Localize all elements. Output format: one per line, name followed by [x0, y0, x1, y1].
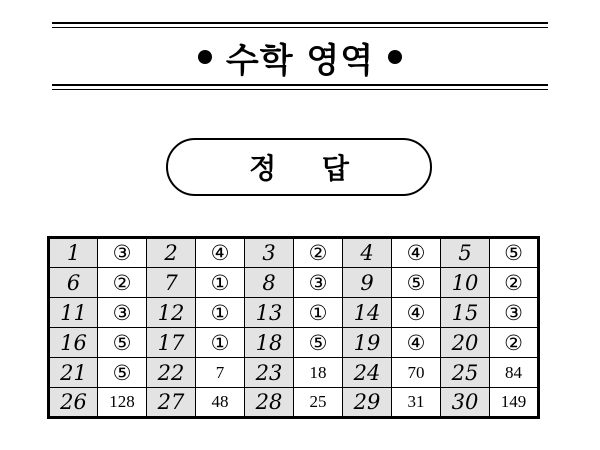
bullet-left-icon — [198, 50, 212, 64]
answer-value: ② — [98, 268, 147, 298]
answer-value: ③ — [98, 298, 147, 328]
answer-value: ⑤ — [98, 328, 147, 358]
header-rule-bottom — [52, 84, 548, 90]
question-number: 19 — [343, 328, 392, 358]
question-number: 10 — [441, 268, 490, 298]
answer-value: ⑤ — [392, 268, 441, 298]
table-row — [49, 238, 539, 268]
question-number: 3 — [245, 238, 294, 268]
question-number: 28 — [245, 388, 294, 418]
section-title-text: 수학 영역 — [225, 40, 375, 81]
answer-value: ④ — [196, 238, 245, 268]
question-number: 18 — [245, 328, 294, 358]
answer-value: ① — [196, 328, 245, 358]
answer-label-box — [166, 138, 432, 196]
question-number: 24 — [343, 358, 392, 388]
answer-value: ① — [196, 298, 245, 328]
question-number: 26 — [49, 388, 98, 418]
question-number: 13 — [245, 298, 294, 328]
header-rule-top — [52, 22, 548, 28]
question-number: 29 — [343, 388, 392, 418]
answer-value: ⑤ — [490, 238, 539, 268]
question-number: 25 — [441, 358, 490, 388]
answer-value: 18 — [294, 358, 343, 388]
answer-value: ④ — [392, 238, 441, 268]
table-row — [49, 328, 539, 358]
answer-label: 정 답 — [249, 152, 367, 185]
answer-value: ④ — [392, 298, 441, 328]
table-row — [49, 358, 539, 388]
question-number: 8 — [245, 268, 294, 298]
question-number: 12 — [147, 298, 196, 328]
answer-value: ① — [196, 268, 245, 298]
answer-value: 31 — [392, 388, 441, 418]
question-number: 27 — [147, 388, 196, 418]
question-number: 22 — [147, 358, 196, 388]
question-number: 16 — [49, 328, 98, 358]
question-number: 17 — [147, 328, 196, 358]
answer-value: ② — [294, 238, 343, 268]
question-number: 2 — [147, 238, 196, 268]
question-number: 30 — [441, 388, 490, 418]
question-number: 9 — [343, 268, 392, 298]
question-number: 6 — [49, 268, 98, 298]
question-number: 14 — [343, 298, 392, 328]
table-row — [49, 298, 539, 328]
table-row — [49, 388, 539, 418]
question-number: 15 — [441, 298, 490, 328]
bullet-right-icon — [388, 50, 402, 64]
answer-value: ① — [294, 298, 343, 328]
question-number: 7 — [147, 268, 196, 298]
answer-value: ③ — [98, 238, 147, 268]
answer-value: 48 — [196, 388, 245, 418]
question-number: 23 — [245, 358, 294, 388]
answer-value: ② — [490, 328, 539, 358]
question-number: 5 — [441, 238, 490, 268]
answer-value: ④ — [392, 328, 441, 358]
section-title — [52, 30, 548, 84]
answer-value: 84 — [490, 358, 539, 388]
answer-value: ⑤ — [98, 358, 147, 388]
answer-value: ③ — [294, 268, 343, 298]
question-number: 4 — [343, 238, 392, 268]
answer-value: 70 — [392, 358, 441, 388]
table-row — [49, 268, 539, 298]
answer-value: 149 — [490, 388, 539, 418]
answer-value: 25 — [294, 388, 343, 418]
answer-table — [47, 236, 540, 419]
answer-value: ③ — [490, 298, 539, 328]
answer-value: ⑤ — [294, 328, 343, 358]
question-number: 20 — [441, 328, 490, 358]
answer-value: ② — [490, 268, 539, 298]
question-number: 21 — [49, 358, 98, 388]
question-number: 11 — [49, 298, 98, 328]
question-number: 1 — [49, 238, 98, 268]
answer-value: 7 — [196, 358, 245, 388]
answer-value: 128 — [98, 388, 147, 418]
